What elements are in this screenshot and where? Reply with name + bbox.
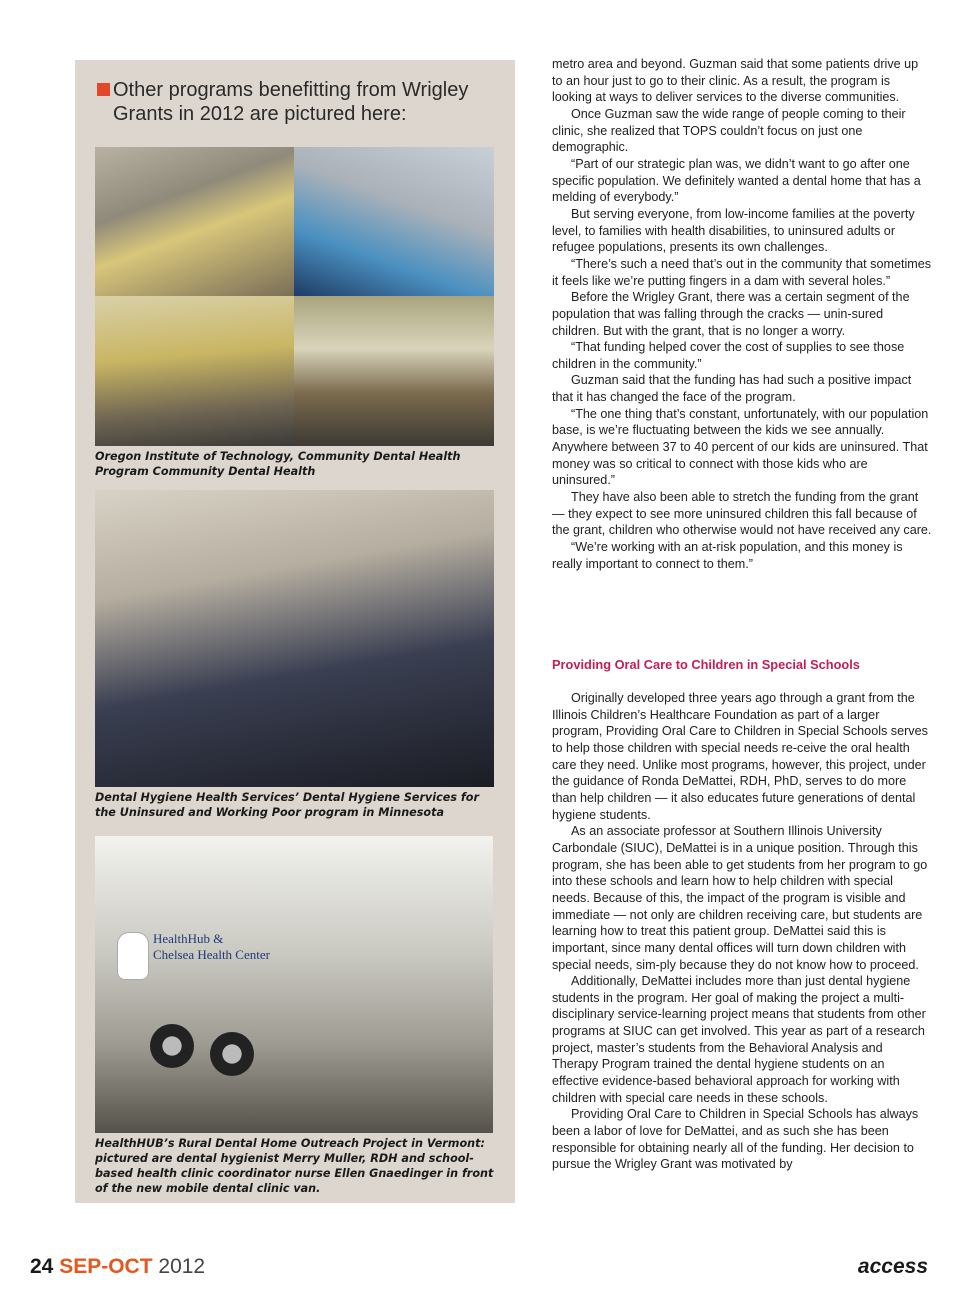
article-paragraph: Guzman said that the funding has had such a positive impact that it has changed the face of the program. [552, 373, 912, 405]
van-sign-line2: Chelsea Health Center [153, 947, 270, 962]
article-paragraph: “There’s such a need that’s out in the community that sometimes it feels like we’re putting fingers in a dam with several holes.” [552, 256, 932, 288]
caption-minnesota: Dental Hygiene Health Services’ Dental Hygiene Services for the Uninsured and Working Poor program in Minnesota [95, 791, 479, 819]
page-number: 24 [30, 1255, 54, 1278]
issue-month: SEP-OCT [59, 1255, 153, 1278]
van-wheel-icon [150, 1024, 194, 1068]
sidebar-heading [97, 78, 507, 126]
article-paragraph: But serving everyone, from low-income families at the poverty level, to families with health disabilities, to uninsured adults or refugee populations, presents its own challenges. [552, 206, 915, 255]
van-sign [153, 931, 313, 963]
section-body [552, 690, 932, 1173]
van-wheel-icon [210, 1032, 254, 1076]
article-paragraph: “That funding helped cover the cost of supplies to see those children in the community.” [552, 340, 905, 371]
article-paragraph: “The one thing that’s constant, unfortunately, with our population base, is we’re fluctuating between the kids we see annually. Anywhere between 37 to 40 percent of our kids are uninsured. That money was so critical to connect with those kids who are uninsured.” [552, 406, 929, 488]
caption-oregon: Oregon Institute of Technology, Community Dental Health Program Community Dental Health [95, 450, 461, 478]
photo-sidebar [75, 60, 515, 1203]
tooth-mascot-icon [117, 932, 149, 980]
photo-child-exam [294, 147, 494, 296]
page-footer-folio [30, 1254, 205, 1280]
issue-year: 2012 [158, 1255, 206, 1278]
article-column [552, 56, 932, 572]
section-paragraph: As an associate professor at Southern Illinois University Carbondale (SIUC), DeMattei is in a unique position. Through this program, she has been able to get students from her program to go into these schools and learn how to help children with special needs. Because of this, the impact of the program is visible and immediate — not only are children receiving care, but students are learning how to treat this patient group. DeMattei said this is important, since many dental offices will turn down children with special needs, sim-ply because they do not know how to proceed. [552, 824, 928, 972]
photo-dental-students-lab [95, 147, 294, 296]
article-paragraph: “We’re working with an at-risk population, and this money is really important to connect to them.” [552, 540, 903, 571]
photo-mobile-clinic-van [95, 836, 493, 1133]
publication-name: access [857, 1255, 928, 1278]
article-paragraph: metro area and beyond. Guzman said that some patients drive up to an hour just to go to their clinic. As a result, the program is looking at ways to deliver services to the diverse communities. [552, 57, 919, 105]
sidebar-heading-text: Other programs benefitting from Wrigley Grants in 2012 are pictured here: [113, 79, 469, 125]
bullet-square-icon [97, 83, 110, 96]
photo-mobile-dental-care [95, 490, 494, 787]
section-paragraph: Providing Oral Care to Children in Special Schools has always been a labor of love for DeMattei, and as such she has been responsible for obtaining nearly all of the funding. Her decision to pursue the Wrigley Grant was motivated by [552, 1107, 919, 1172]
article-paragraph: Before the Wrigley Grant, there was a certain segment of the population that was falling through the cracks — unin-sured children. But with the grant, that is no longer a worry. [552, 290, 910, 338]
section-paragraph: Originally developed three years ago through a grant from the Illinois Children’s Healthcare Foundation as part of a larger program, Providing Oral Care to Children in Special Schools serves to help those children with special needs re-ceive the oral health care they need. Unlike most programs, however, this project, under the guidance of Ronda DeMattei, RDH, PhD, serves to do more than help children — it also educates future generations of dental hygiene students. [552, 691, 928, 822]
van-sign-line1: HealthHub & [153, 931, 224, 946]
section-heading: Providing Oral Care to Children in Special Schools [552, 657, 860, 672]
article-paragraph: They have also been able to stretch the funding from the grant — they expect to see more uninsured children this fall because of the grant, children who otherwise would not have received any care. [552, 490, 932, 538]
caption-vermont: HealthHUB’s Rural Dental Home Outreach Project in Vermont: pictured are dental hygienist Merry Muller, RDH and school-based health clinic coordinator nurse Ellen Gnaedinger in front of the new mobile dental clinic van. [95, 1137, 494, 1195]
photo-classroom-screening [294, 296, 494, 446]
section-paragraph: Additionally, DeMattei includes more than just dental hygiene students in the program. Her goal of making the project a multi-disciplinary service-learning project means that students from other programs at SIUC can get involved. This year as part of a research project, master’s students from the Behavioral Analysis and Therapy Program trained the dental hygiene students on an effective evidence-based behavioral approach for working with children with special care needs in these schools. [552, 974, 926, 1105]
photo-hygienist-patient [95, 296, 294, 446]
article-paragraph: Once Guzman saw the wide range of people coming to their clinic, she realized that TOPS couldn’t focus on just one demographic. [552, 106, 906, 155]
article-paragraph: “Part of our strategic plan was, we didn’t want to go after one specific population. We definitely wanted a dental home that has a melding of everybody.” [552, 156, 921, 205]
